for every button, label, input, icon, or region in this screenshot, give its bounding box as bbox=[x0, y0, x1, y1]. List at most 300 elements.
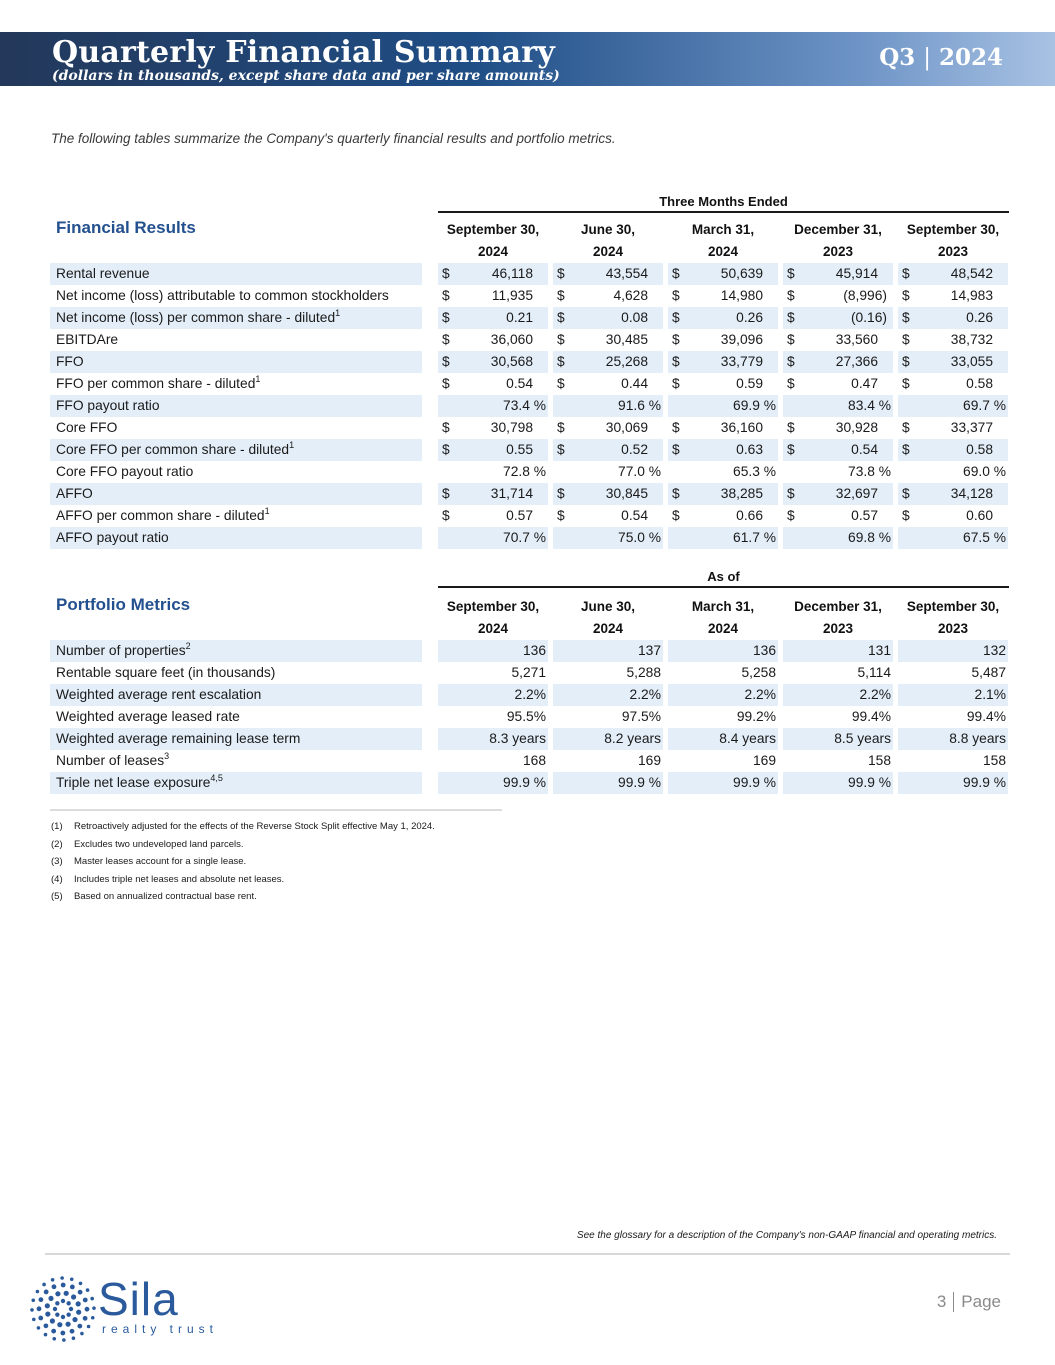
value-cell bbox=[438, 662, 548, 684]
table-row bbox=[50, 640, 1010, 662]
value-text: 65.3 % bbox=[733, 464, 776, 479]
table-row bbox=[50, 285, 1010, 307]
row-label bbox=[50, 684, 422, 706]
value-cell bbox=[898, 263, 1008, 285]
currency-symbol: $ bbox=[787, 354, 795, 369]
value-cell bbox=[553, 285, 663, 307]
value-cell bbox=[438, 728, 548, 750]
currency-symbol: $ bbox=[442, 354, 450, 369]
currency-symbol: $ bbox=[787, 332, 795, 347]
value-text: 2.2% bbox=[514, 687, 546, 702]
table-row bbox=[50, 417, 1010, 439]
value-cell bbox=[898, 417, 1008, 439]
value-text: 30,485 bbox=[605, 332, 648, 347]
value-text: 0.54 bbox=[621, 508, 648, 523]
table-row bbox=[50, 461, 1010, 483]
value-cell bbox=[783, 527, 893, 549]
row-label-text: AFFO per common share - diluted bbox=[56, 508, 265, 523]
table-row bbox=[50, 307, 1010, 329]
logo-tagline: realty trust bbox=[102, 1322, 219, 1336]
value-text: 61.7 % bbox=[733, 530, 776, 545]
column-header-line1: June 30, bbox=[580, 599, 636, 614]
currency-symbol: $ bbox=[902, 332, 910, 347]
value-cell bbox=[553, 684, 663, 706]
value-text: 158 bbox=[867, 753, 891, 768]
value-cell bbox=[898, 662, 1008, 684]
row-label bbox=[50, 439, 422, 461]
value-cell bbox=[783, 772, 893, 794]
column-header-line2: 2023 bbox=[783, 618, 893, 642]
row-label bbox=[50, 772, 422, 794]
table-row bbox=[50, 728, 1010, 750]
currency-symbol: $ bbox=[442, 420, 450, 435]
column-header-line1: June 30, bbox=[580, 222, 636, 237]
row-label-text: Triple net lease exposure bbox=[56, 775, 211, 790]
row-label-text: Weighted average rent escalation bbox=[56, 687, 262, 702]
value-cell bbox=[898, 329, 1008, 351]
value-text: 27,366 bbox=[835, 354, 878, 369]
currency-symbol: $ bbox=[787, 508, 795, 523]
three-months-ended-header: Three Months Ended bbox=[438, 194, 1009, 213]
value-text: 5,487 bbox=[971, 665, 1006, 680]
value-text: 99.4% bbox=[851, 709, 891, 724]
currency-symbol: $ bbox=[672, 288, 680, 303]
value-cell bbox=[668, 772, 778, 794]
table-row bbox=[50, 772, 1010, 794]
value-text: 2.2% bbox=[629, 687, 661, 702]
footnote-number: (5) bbox=[51, 891, 63, 902]
row-label-text: Core FFO payout ratio bbox=[56, 464, 194, 479]
row-label bbox=[50, 527, 422, 549]
currency-symbol: $ bbox=[672, 508, 680, 523]
value-text: 0.54 bbox=[851, 442, 878, 457]
value-cell bbox=[898, 706, 1008, 728]
value-cell bbox=[783, 706, 893, 728]
value-cell bbox=[668, 505, 778, 527]
quarter-label: Q3 bbox=[879, 44, 916, 71]
currency-symbol: $ bbox=[902, 266, 910, 281]
value-cell bbox=[898, 640, 1008, 662]
value-text: 97.5% bbox=[621, 709, 661, 724]
currency-symbol: $ bbox=[557, 486, 565, 501]
value-text: 33,779 bbox=[720, 354, 763, 369]
footnotes bbox=[51, 818, 435, 906]
footnote-marker: 4,5 bbox=[210, 773, 223, 783]
value-text: 43,554 bbox=[605, 266, 648, 281]
value-cell bbox=[668, 640, 778, 662]
value-cell bbox=[898, 439, 1008, 461]
value-text: 38,285 bbox=[720, 486, 763, 501]
value-text: 25,268 bbox=[605, 354, 648, 369]
column-header bbox=[668, 219, 778, 265]
value-text: 91.6 % bbox=[618, 398, 661, 413]
value-text: 30,568 bbox=[490, 354, 533, 369]
value-text: 36,160 bbox=[720, 420, 763, 435]
table-row bbox=[50, 439, 1010, 461]
page-title: Quarterly Financial Summary bbox=[52, 35, 555, 70]
footnote-marker: 3 bbox=[164, 751, 170, 761]
value-cell bbox=[553, 505, 663, 527]
currency-symbol: $ bbox=[787, 310, 795, 325]
value-cell bbox=[898, 307, 1008, 329]
row-label bbox=[50, 285, 422, 307]
value-text: 8.8 years bbox=[949, 731, 1006, 746]
value-cell bbox=[783, 285, 893, 307]
value-text: 70.7 % bbox=[503, 530, 546, 545]
value-cell bbox=[553, 772, 663, 794]
column-header bbox=[553, 596, 663, 642]
currency-symbol: $ bbox=[902, 420, 910, 435]
row-label-text: Net income (loss) per common share - diluted bbox=[56, 310, 336, 325]
value-cell bbox=[438, 706, 548, 728]
currency-symbol: $ bbox=[787, 288, 795, 303]
value-cell bbox=[668, 395, 778, 417]
value-text: 0.59 bbox=[736, 376, 763, 391]
value-cell bbox=[438, 483, 548, 505]
value-text: 168 bbox=[522, 753, 546, 768]
value-text: 99.9 % bbox=[733, 775, 776, 790]
value-text: 69.0 % bbox=[963, 464, 1006, 479]
row-label-text: Core FFO per common share - diluted bbox=[56, 442, 290, 457]
currency-symbol: $ bbox=[442, 486, 450, 501]
value-cell bbox=[898, 527, 1008, 549]
value-text: 36,060 bbox=[490, 332, 533, 347]
value-cell bbox=[668, 329, 778, 351]
table-row bbox=[50, 329, 1010, 351]
footnote-number: (1) bbox=[51, 821, 63, 832]
row-label bbox=[50, 728, 422, 750]
value-cell bbox=[783, 750, 893, 772]
currency-symbol: $ bbox=[787, 420, 795, 435]
value-cell bbox=[668, 706, 778, 728]
column-header-line1: September 30, bbox=[906, 599, 1000, 614]
sunburst-logo-icon bbox=[30, 1276, 96, 1342]
row-label bbox=[50, 263, 422, 285]
value-cell bbox=[553, 439, 663, 461]
currency-symbol: $ bbox=[442, 376, 450, 391]
value-cell bbox=[438, 263, 548, 285]
value-text: 0.57 bbox=[506, 508, 533, 523]
value-text: 30,798 bbox=[490, 420, 533, 435]
row-label bbox=[50, 483, 422, 505]
footnote bbox=[51, 853, 435, 871]
value-cell bbox=[438, 351, 548, 373]
value-text: 30,069 bbox=[605, 420, 648, 435]
table-row bbox=[50, 750, 1010, 772]
footnote-number: (2) bbox=[51, 838, 63, 850]
row-label-text: Rental revenue bbox=[56, 266, 150, 281]
value-cell bbox=[438, 527, 548, 549]
column-header-line2: 2023 bbox=[898, 241, 1008, 265]
table-row bbox=[50, 351, 1010, 373]
row-label bbox=[50, 373, 422, 395]
intro-text: The following tables summarize the Company's quarterly financial results and portfolio metrics. bbox=[51, 131, 616, 146]
column-header-line1: March 31, bbox=[691, 599, 755, 614]
value-text: 0.08 bbox=[621, 310, 648, 325]
column-header-line2: 2024 bbox=[668, 241, 778, 265]
value-text: 30,845 bbox=[605, 486, 648, 501]
value-cell bbox=[783, 307, 893, 329]
row-label-text: EBITDAre bbox=[56, 332, 119, 347]
column-header bbox=[553, 219, 663, 265]
value-text: 39,096 bbox=[720, 332, 763, 347]
header-banner bbox=[0, 32, 1055, 86]
value-text: 33,560 bbox=[835, 332, 878, 347]
column-header-line2: 2023 bbox=[783, 241, 893, 265]
value-cell bbox=[783, 373, 893, 395]
value-cell bbox=[668, 483, 778, 505]
row-label-text: Core FFO bbox=[56, 420, 118, 435]
value-cell bbox=[898, 373, 1008, 395]
footnote-marker: 2 bbox=[185, 641, 191, 651]
value-cell bbox=[668, 263, 778, 285]
value-text: 5,258 bbox=[741, 665, 776, 680]
currency-symbol: $ bbox=[442, 508, 450, 523]
currency-symbol: $ bbox=[442, 310, 450, 325]
value-cell bbox=[553, 483, 663, 505]
footnote-text: Based on annualized contractual base rent. bbox=[74, 891, 257, 902]
row-label-text: AFFO payout ratio bbox=[56, 530, 169, 545]
value-text: 32,697 bbox=[835, 486, 878, 501]
page-number-separator bbox=[953, 1292, 954, 1312]
value-text: 30,928 bbox=[835, 420, 878, 435]
currency-symbol: $ bbox=[672, 376, 680, 391]
value-cell bbox=[438, 640, 548, 662]
currency-symbol: $ bbox=[672, 420, 680, 435]
value-text: 38,732 bbox=[950, 332, 993, 347]
value-cell bbox=[438, 772, 548, 794]
value-text: 99.9 % bbox=[848, 775, 891, 790]
value-cell bbox=[898, 728, 1008, 750]
footnote-text: Excludes two undeveloped land parcels. bbox=[74, 838, 244, 850]
column-header-line2: 2023 bbox=[898, 618, 1008, 642]
currency-symbol: $ bbox=[672, 332, 680, 347]
value-text: 0.57 bbox=[851, 508, 878, 523]
value-text: 0.66 bbox=[736, 508, 763, 523]
value-text: 95.5% bbox=[506, 709, 546, 724]
value-cell bbox=[783, 395, 893, 417]
value-text: 99.9 % bbox=[503, 775, 546, 790]
column-header-line1: December 31, bbox=[794, 222, 882, 237]
row-label-text: FFO payout ratio bbox=[56, 398, 160, 413]
column-header-line2: 2024 bbox=[553, 241, 663, 265]
value-cell bbox=[553, 373, 663, 395]
value-cell bbox=[898, 483, 1008, 505]
as-of-header: As of bbox=[438, 569, 1009, 588]
currency-symbol: $ bbox=[557, 376, 565, 391]
value-cell bbox=[898, 772, 1008, 794]
value-cell bbox=[553, 351, 663, 373]
value-text: 33,377 bbox=[950, 420, 993, 435]
row-label-text: Net income (loss) attributable to common stockholders bbox=[56, 288, 389, 303]
currency-symbol: $ bbox=[787, 376, 795, 391]
currency-symbol: $ bbox=[787, 442, 795, 457]
column-header-line2: 2024 bbox=[668, 618, 778, 642]
value-cell bbox=[783, 439, 893, 461]
currency-symbol: $ bbox=[442, 442, 450, 457]
column-header-line2: 2024 bbox=[438, 618, 548, 642]
value-cell bbox=[783, 483, 893, 505]
value-text: 0.63 bbox=[736, 442, 763, 457]
value-text: 2.2% bbox=[744, 687, 776, 702]
value-text: 99.4% bbox=[966, 709, 1006, 724]
value-text: 45,914 bbox=[835, 266, 878, 281]
currency-symbol: $ bbox=[442, 288, 450, 303]
value-cell bbox=[668, 351, 778, 373]
value-cell bbox=[783, 263, 893, 285]
value-cell bbox=[553, 527, 663, 549]
row-label-text: FFO bbox=[56, 354, 84, 369]
column-header bbox=[783, 596, 893, 642]
table-row bbox=[50, 373, 1010, 395]
footnote-text: Includes triple net leases and absolute net leases. bbox=[74, 873, 285, 885]
value-text: 8.3 years bbox=[489, 731, 546, 746]
footnote-marker: 1 bbox=[289, 440, 295, 450]
value-cell bbox=[553, 395, 663, 417]
row-label-text: FFO per common share - diluted bbox=[56, 376, 256, 391]
value-cell bbox=[668, 417, 778, 439]
currency-symbol: $ bbox=[902, 288, 910, 303]
value-cell bbox=[553, 750, 663, 772]
page-number-value: 3 bbox=[936, 1292, 947, 1311]
value-text: 158 bbox=[982, 753, 1006, 768]
currency-symbol: $ bbox=[557, 354, 565, 369]
value-cell bbox=[898, 285, 1008, 307]
value-text: 0.44 bbox=[621, 376, 648, 391]
value-cell bbox=[783, 351, 893, 373]
value-cell bbox=[668, 461, 778, 483]
row-label bbox=[50, 307, 422, 329]
footnote bbox=[51, 888, 435, 906]
value-cell bbox=[783, 461, 893, 483]
value-cell bbox=[553, 307, 663, 329]
column-header bbox=[438, 596, 548, 642]
currency-symbol: $ bbox=[672, 354, 680, 369]
value-text: 69.7 % bbox=[963, 398, 1006, 413]
value-cell bbox=[668, 373, 778, 395]
table-row bbox=[50, 263, 1010, 285]
table-row bbox=[50, 395, 1010, 417]
value-cell bbox=[438, 684, 548, 706]
currency-symbol: $ bbox=[557, 420, 565, 435]
value-text: 132 bbox=[982, 643, 1006, 658]
value-text: 169 bbox=[637, 753, 661, 768]
column-header bbox=[783, 219, 893, 265]
row-label bbox=[50, 750, 422, 772]
value-text: 72.8 % bbox=[503, 464, 546, 479]
value-text: 33,055 bbox=[950, 354, 993, 369]
value-text: 5,114 bbox=[857, 665, 891, 680]
row-label bbox=[50, 351, 422, 373]
value-text: 2.2% bbox=[859, 687, 891, 702]
currency-symbol: $ bbox=[557, 332, 565, 347]
value-cell bbox=[438, 750, 548, 772]
row-label-text: Weighted average remaining lease term bbox=[56, 731, 301, 746]
value-text: 8.2 years bbox=[604, 731, 661, 746]
row-label-text: Weighted average leased rate bbox=[56, 709, 240, 724]
value-text: 75.0 % bbox=[618, 530, 661, 545]
row-label-text: Number of properties bbox=[56, 643, 186, 658]
value-cell bbox=[553, 640, 663, 662]
value-text: 69.9 % bbox=[733, 398, 776, 413]
footnote-marker: 1 bbox=[255, 374, 261, 384]
footnote-text: Retroactively adjusted for the effects of the Reverse Stock Split effective May 1, 2024. bbox=[74, 821, 435, 832]
column-header bbox=[668, 596, 778, 642]
value-text: 48,542 bbox=[950, 266, 993, 281]
value-cell bbox=[783, 329, 893, 351]
table-row bbox=[50, 706, 1010, 728]
value-cell bbox=[668, 728, 778, 750]
footer-divider bbox=[45, 1253, 1010, 1255]
table-row bbox=[50, 527, 1010, 549]
footnote-text: Master leases account for a single lease. bbox=[74, 856, 247, 867]
footnote-marker: 1 bbox=[264, 506, 270, 516]
table-row bbox=[50, 684, 1010, 706]
glossary-note: See the glossary for a description of the Company's non-GAAP financial and operating metrics. bbox=[576, 1230, 997, 1241]
value-cell bbox=[553, 706, 663, 728]
column-header-line2: 2024 bbox=[438, 241, 548, 265]
currency-symbol: $ bbox=[787, 486, 795, 501]
value-text: 0.54 bbox=[506, 376, 533, 391]
report-period bbox=[879, 44, 1003, 71]
value-text: (8,996) bbox=[843, 288, 887, 303]
value-text: 2.1% bbox=[974, 687, 1006, 702]
year-label: 2024 bbox=[938, 44, 1003, 71]
footnote-number: (4) bbox=[51, 873, 63, 885]
value-text: 0.47 bbox=[851, 376, 878, 391]
table-row bbox=[50, 662, 1010, 684]
value-cell bbox=[783, 662, 893, 684]
value-text: 136 bbox=[522, 643, 546, 658]
currency-symbol: $ bbox=[902, 310, 910, 325]
value-text: 5,288 bbox=[626, 665, 661, 680]
value-cell bbox=[553, 728, 663, 750]
value-text: 34,128 bbox=[950, 486, 993, 501]
row-label bbox=[50, 706, 422, 728]
row-label-text: Number of leases bbox=[56, 753, 165, 768]
value-text: 4,628 bbox=[613, 288, 648, 303]
value-cell bbox=[668, 684, 778, 706]
value-cell bbox=[553, 329, 663, 351]
value-text: 46,118 bbox=[491, 266, 533, 281]
column-header-line1: September 30, bbox=[446, 222, 540, 237]
currency-symbol: $ bbox=[672, 486, 680, 501]
row-label bbox=[50, 461, 422, 483]
value-cell bbox=[668, 285, 778, 307]
value-text: 0.26 bbox=[966, 310, 993, 325]
financial-results-title: Financial Results bbox=[56, 218, 196, 237]
value-cell bbox=[553, 417, 663, 439]
value-text: 31,714 bbox=[490, 486, 533, 501]
value-cell bbox=[898, 395, 1008, 417]
column-header-line1: September 30, bbox=[446, 599, 540, 614]
table-row bbox=[50, 483, 1010, 505]
currency-symbol: $ bbox=[557, 310, 565, 325]
value-text: 0.52 bbox=[621, 442, 648, 457]
value-text: 73.4 % bbox=[503, 398, 546, 413]
currency-symbol: $ bbox=[557, 442, 565, 457]
value-cell bbox=[438, 329, 548, 351]
currency-symbol: $ bbox=[557, 288, 565, 303]
value-text: 136 bbox=[752, 643, 776, 658]
value-cell bbox=[438, 373, 548, 395]
value-text: 137 bbox=[637, 643, 661, 658]
value-cell bbox=[438, 285, 548, 307]
page-number bbox=[937, 1292, 1001, 1312]
value-text: 131 bbox=[867, 643, 891, 658]
value-text: 73.8 % bbox=[848, 464, 891, 479]
row-label bbox=[50, 329, 422, 351]
